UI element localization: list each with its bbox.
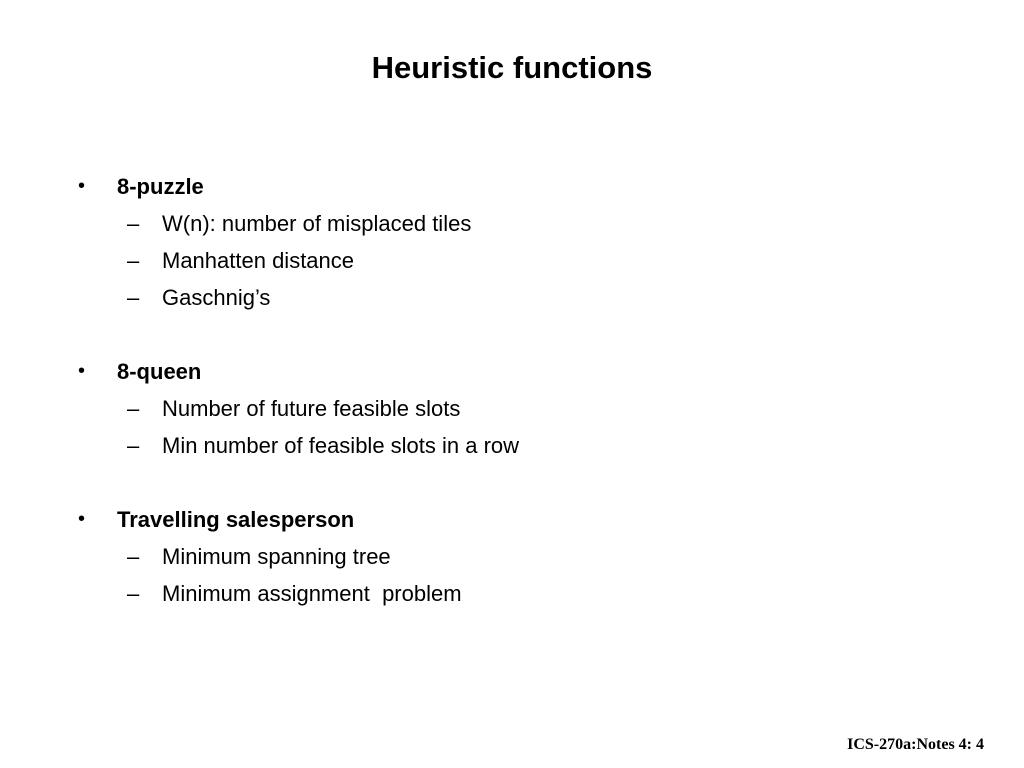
- sub-bullet-item: [78, 575, 978, 612]
- bullet-item: [78, 353, 978, 390]
- bullet-section-travelling-salesperson: [78, 501, 978, 612]
- sub-bullet-label: Min number of feasible slots in a row: [162, 433, 520, 458]
- sub-bullet-item: [78, 242, 978, 279]
- bullet-label: 8-puzzle: [117, 174, 204, 199]
- bullet-list: [78, 168, 978, 649]
- bullet-label: Travelling salesperson: [117, 507, 355, 532]
- sub-bullet-item: [78, 427, 978, 464]
- bullet-marker: •: [78, 175, 86, 197]
- slide-footer: ICS-270a:Notes 4: 4: [847, 736, 984, 753]
- sub-bullet-marker: –: [127, 211, 140, 236]
- sub-bullet-item: [78, 390, 978, 427]
- slide-title: Heuristic functions: [371, 50, 653, 85]
- sub-bullet-marker: –: [127, 248, 140, 273]
- bullet-item: [78, 501, 978, 538]
- sub-bullet-item: [78, 538, 978, 575]
- sub-bullet-label: W(n): number of misplaced tiles: [162, 211, 472, 236]
- bullet-marker: •: [78, 508, 86, 530]
- sub-bullet-label: Manhatten distance: [162, 248, 355, 273]
- sub-bullet-marker: –: [127, 396, 140, 421]
- sub-bullet-label: Minimum spanning tree: [162, 544, 391, 569]
- sub-bullet-marker: –: [127, 544, 140, 569]
- sub-bullet-item: [78, 205, 978, 242]
- sub-bullet-marker: –: [127, 581, 140, 606]
- sub-bullet-label: Minimum assignment problem: [162, 581, 462, 606]
- bullet-section-8-queen: [78, 353, 978, 464]
- bullet-label: 8-queen: [117, 359, 202, 384]
- bullet-item: [78, 168, 978, 205]
- sub-bullet-marker: –: [127, 285, 140, 310]
- bullet-section-8-puzzle: [78, 168, 978, 316]
- sub-bullet-marker: –: [127, 433, 140, 458]
- bullet-marker: •: [78, 360, 86, 382]
- sub-bullet-label: Number of future feasible slots: [162, 396, 461, 421]
- sub-bullet-item: [78, 279, 978, 316]
- sub-bullet-label: Gaschnig’s: [162, 285, 271, 310]
